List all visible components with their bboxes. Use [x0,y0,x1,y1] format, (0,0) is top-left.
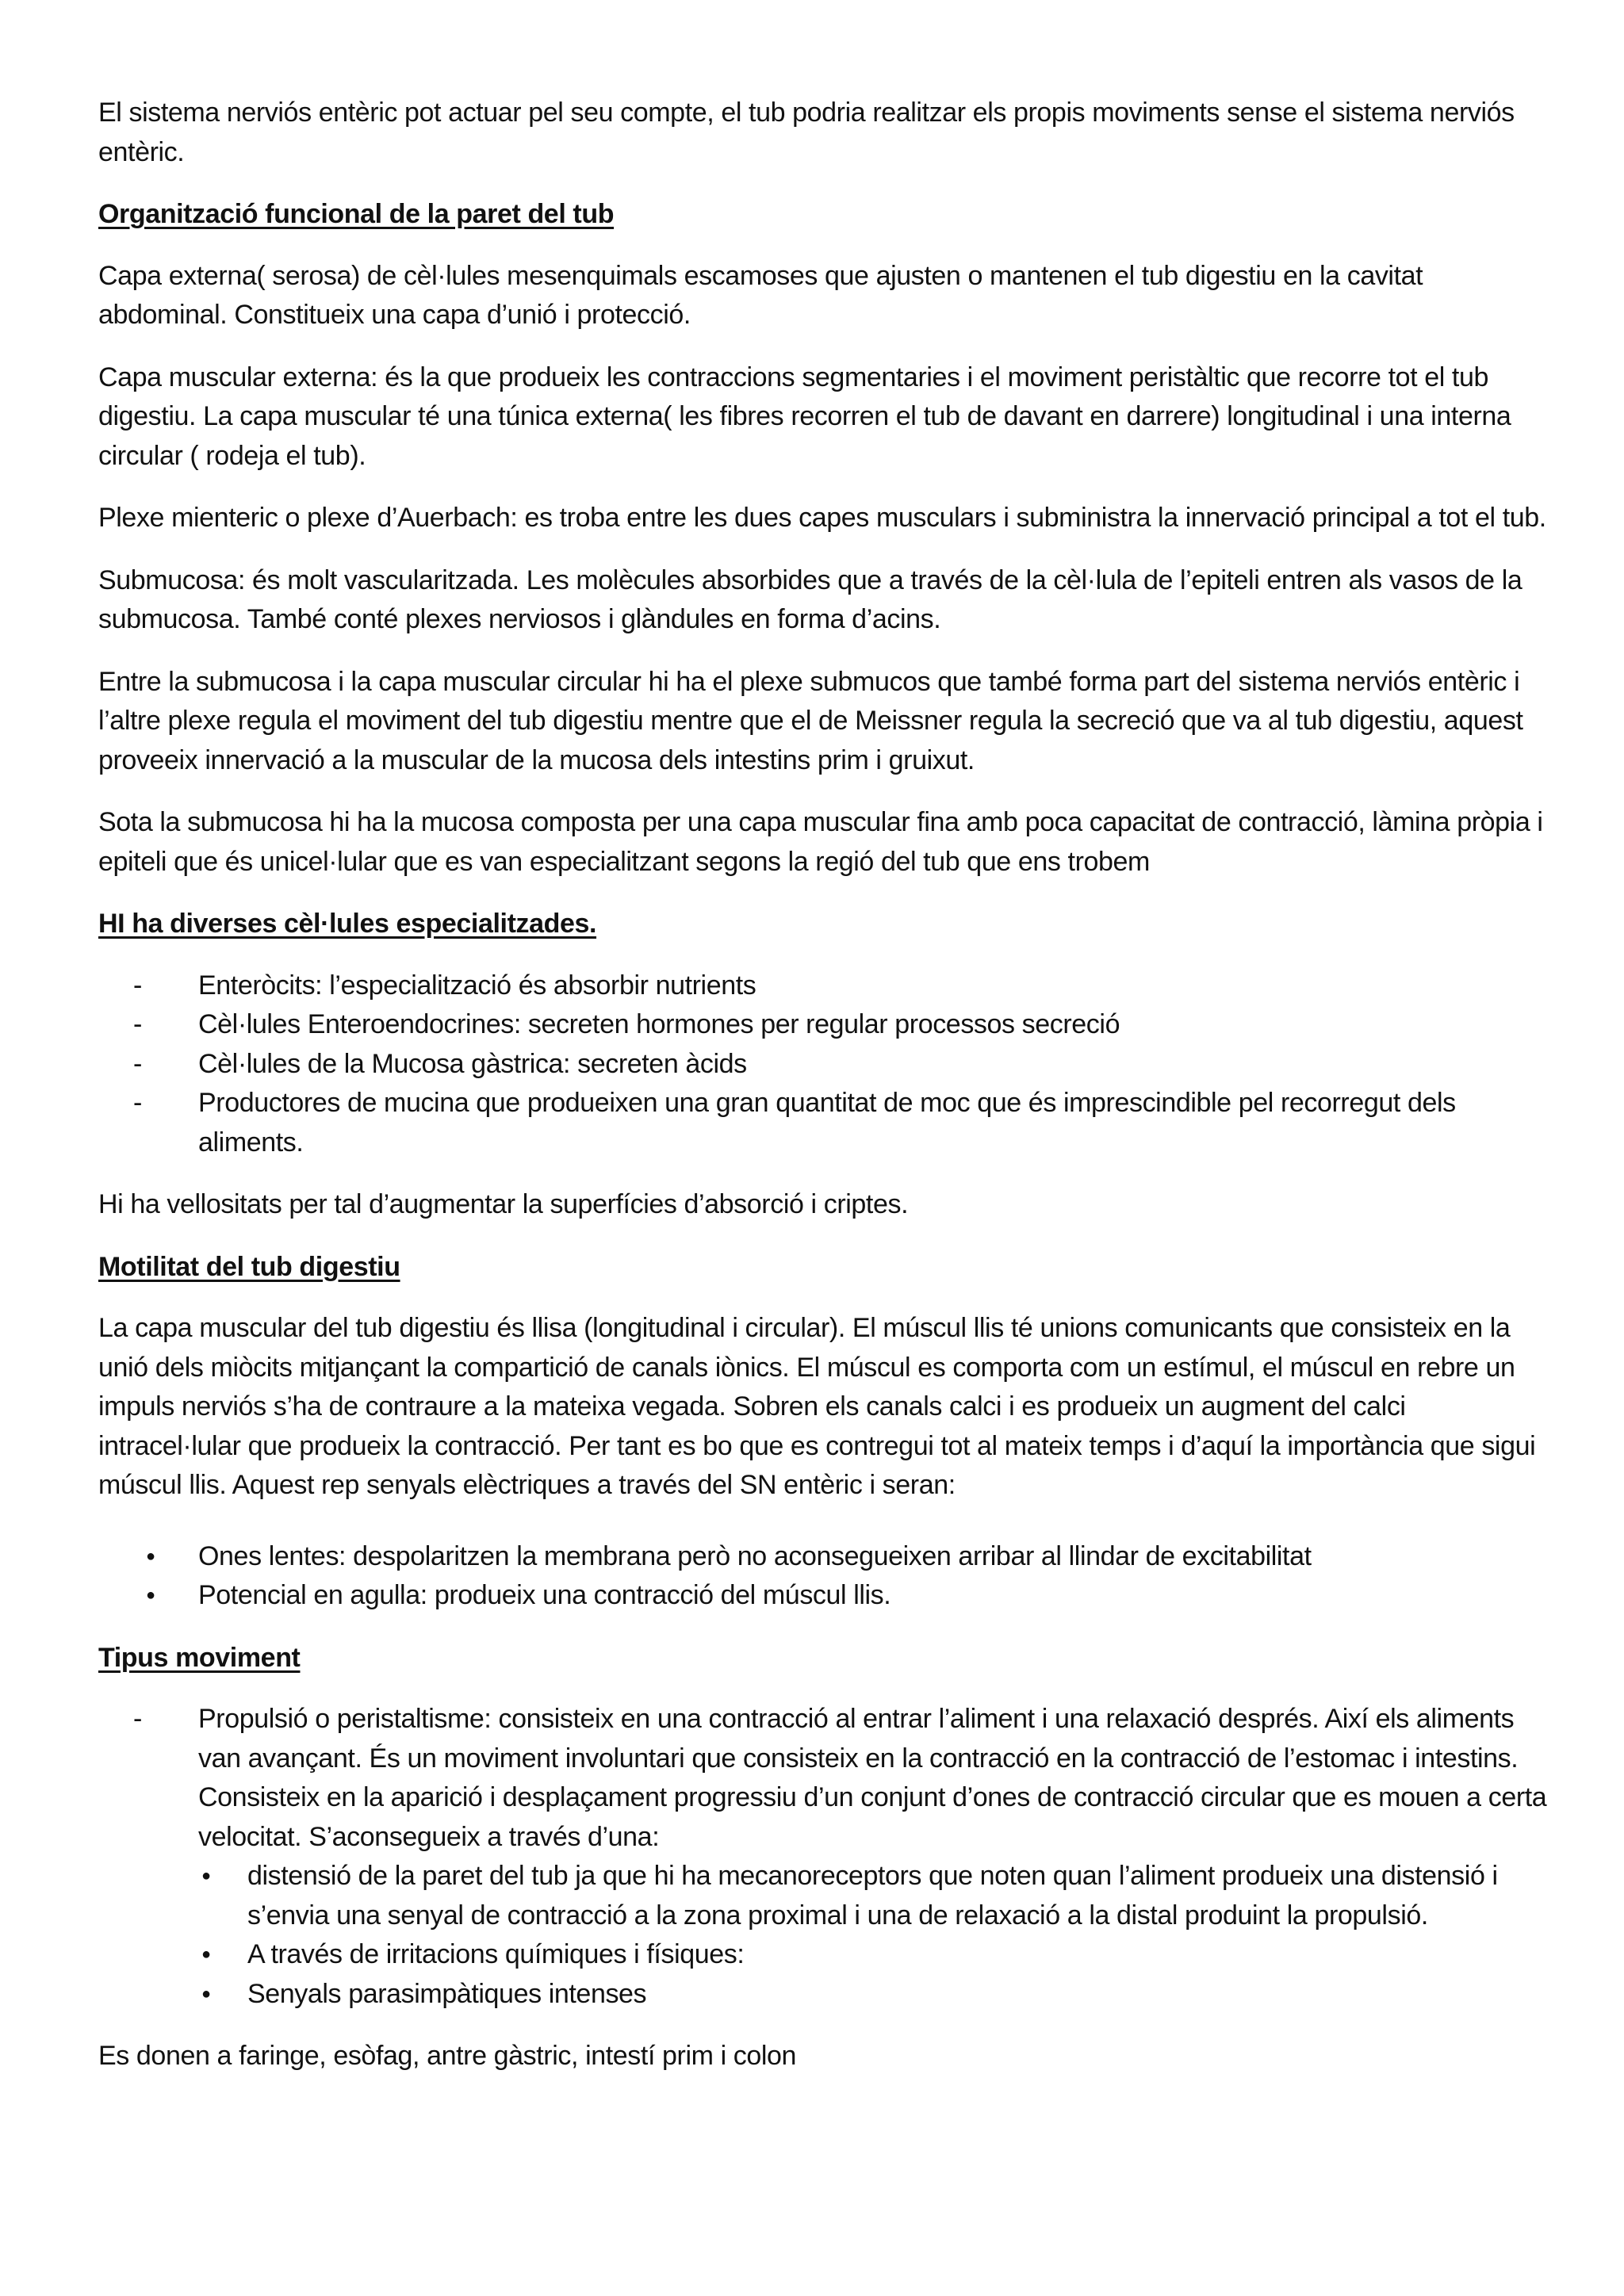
list-item-propulsio [98,1700,1549,2014]
propulsio-text: Propulsió o peristaltisme: consisteix en una contracció al entrar l’aliment i una relaxació després. Així els aliments van avançant. És un moviment involuntari que consisteix en la contracció en la contracció de l’estomac i intestins. Consisteix en la aparició i desplaçament progressiu d’un conjunt d’ones de contracció circular que es mouen a certa velocitat. S’aconsegueix a través d’una: [198,1704,1547,1852]
paragraph-capa-muscular-tub: La capa muscular del tub digestiu és llisa (longitudinal i circular). El múscul llis té unions comunicants que consisteix en la unió dels miòcits mitjançant la compartició de canals iònics. El múscul es comporta com un estímul, el múscul en rebre un impuls nerviós s’ha de contraure a la mateixa vegada. Sobren els canals calci i es produeix un augment del calci intracel·lular que produeix la contracció. Per tant es bo que es contregui tot al mateix temps i d’aquí la importància que sigui múscul llis. Aquest rep senyals elèctriques a través del SN entèric i seran: [98,1313,1536,1500]
paragraph-sota: Sota la submucosa hi ha la mucosa composta per una capa muscular fina amb poca capacitat de contracció, làmina pròpia i epiteli que és unicel·lular que es van especialitzant segons la regió del tub que ens trobem [98,807,1543,877]
propulsio-sub-list [198,1857,1549,2014]
heading-organitzacio: Organització funcional de la paret del tub [98,199,615,229]
list-item: - Productores de mucina que produeixen una gran quantitat de moc que és imprescindible pel recorregut dels aliments. [98,1084,1549,1162]
paragraph-plexe: Plexe mienteric o plexe d’Auerbach: es troba entre les dues capes musculars i subministra la innervació principal a tot el tub. [98,503,1546,533]
paragraph-serosa: Capa externa( serosa) de cèl·lules mesenquimals escamoses que ajusten o mantenen el tub digestiu en la cavitat abdominal. Constitueix una capa d’unió i protecció. [98,260,1423,330]
document-page [98,94,1549,2099]
list-item: ● Ones lentes: despolaritzen la membrana però no aconsegueixen arribar al llindar de excitabilitat [98,1537,1549,1577]
heading-cellules: HI ha diverses cèl·lules especialitzades. [98,909,597,939]
heading-motilitat: Motilitat del tub digestiu [98,1251,400,1282]
paragraph-intro: El sistema nerviós entèric pot actuar pel seu compte, el tub podria realitzar els propis moviments sense el sistema nerviós entèric. [98,98,1515,167]
movement-list [98,1700,1549,2014]
paragraph-muscular: Capa muscular externa: és la que produeix les contraccions segmentaries i el moviment peristàltic que recorre tot el tub digestiu. La capa muscular té una túnica externa( les fibres recorren el tub de davant en darrere) longitudinal i una interna circular ( rodeja el tub). [98,362,1511,471]
cell-list [98,966,1549,1163]
signal-list [98,1537,1549,1616]
paragraph-vellositats: Hi ha vellositats per tal d’augmentar la superfícies d’absorció i criptes. [98,1189,909,1219]
paragraph-donen: Es donen a faringe, esòfag, antre gàstric, intestí prim i colon [98,2041,797,2071]
list-item: ● distensió de la paret del tub ja que hi ha mecanoreceptors que noten quan l’aliment produeix una distensió i s’envia una senyal de contracció a la zona proximal i una de relaxació a la distal produint la propulsió. [198,1857,1549,1935]
list-item: - Cèl·lules Enteroendocrines: secreten hormones per regular processos secreció [98,1005,1549,1045]
heading-tipus: Tipus moviment [98,1642,301,1673]
spacer [98,1506,1549,1537]
list-item: ● Senyals parasimpàtiques intenses [198,1975,1549,2015]
list-item: ● A través de irritacions químiques i físiques: [198,1935,1549,1975]
list-item: ● Potencial en agulla: produeix una contracció del múscul llis. [98,1576,1549,1616]
list-item: - Cèl·lules de la Mucosa gàstrica: secreten àcids [98,1045,1549,1085]
list-item: - Enteròcits: l’especialització és absorbir nutrients [98,966,1549,1006]
paragraph-entre: Entre la submucosa i la capa muscular circular hi ha el plexe submucos que també forma part del sistema nerviós entèric i l’altre plexe regula el moviment del tub digestiu mentre que el de Meissner regula la secreció que va al tub digestiu, aquest proveeix innervació a la muscular de la mucosa dels intestins prim i gruixut. [98,666,1523,775]
paragraph-submucosa: Submucosa: és molt vascularitzada. Les molècules absorbides que a través de la cèl·lula de l’epiteli entren als vasos de la submucosa. També conté plexes nerviosos i glàndules en forma d’acins. [98,564,1522,634]
